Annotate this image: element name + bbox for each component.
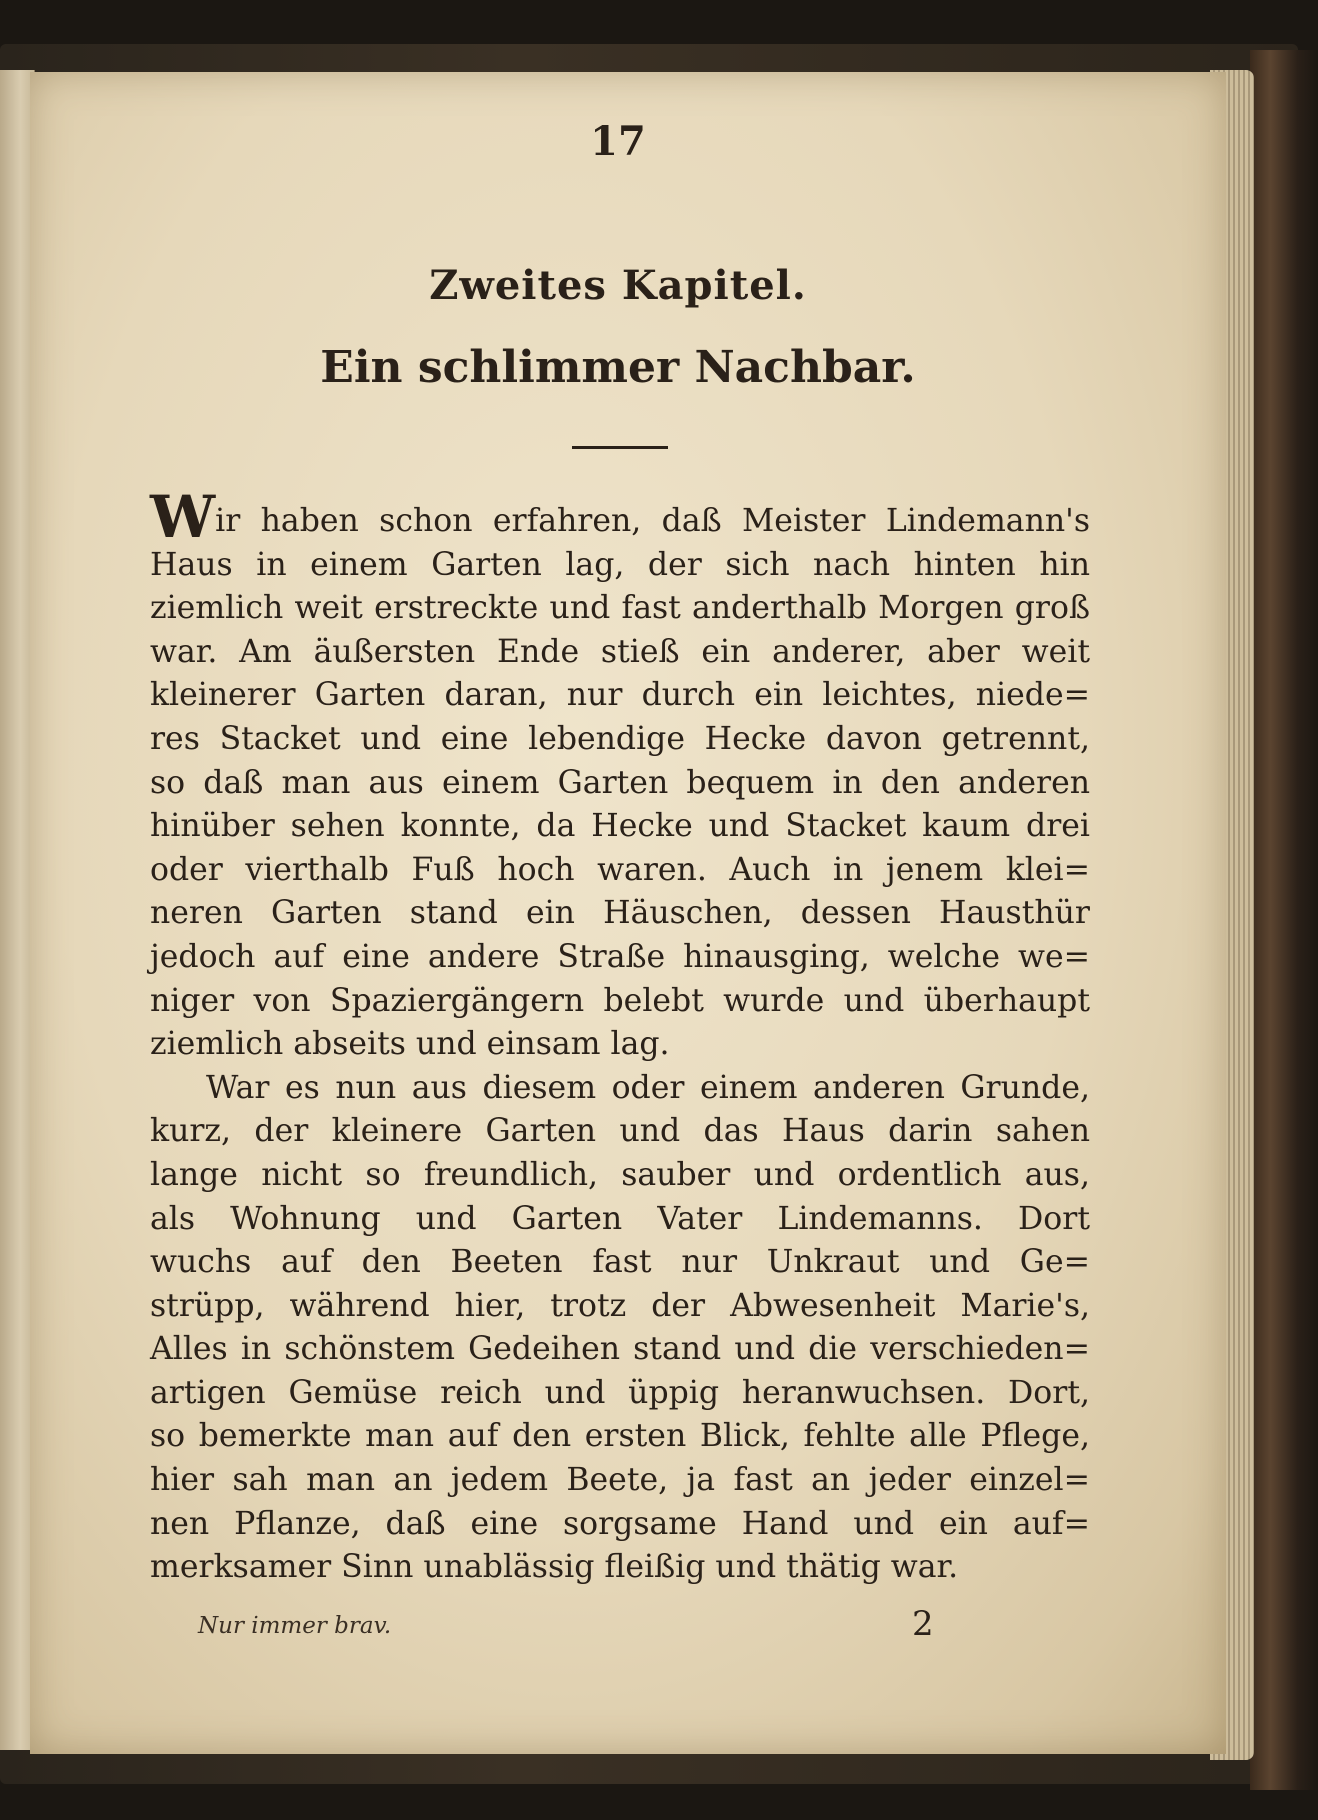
text-line: strüpp, während hier, trotz der Abwesenheit Marie's, [150,1287,1090,1324]
text-line: hier sah man an jedem Beete, ja fast an jeder einzel= [150,1462,1090,1499]
text-line: Alles in schönstem Gedeihen stand und die verschieden= [150,1331,1090,1368]
footer-signature: Nur immer brav. [198,1613,392,1639]
text-line: wuchs auf den Beeten fast nur Unkraut und Ge= [150,1244,1090,1281]
text-line: so bemerkte man auf den ersten Blick, fehlte alle Pflege, [150,1418,1090,1455]
text-line: ziemlich abseits und einsam lag. [150,1026,670,1063]
text-line: artigen Gemüse reich und üppig heranwuchsen. Dort, [150,1374,1090,1411]
footer-sheet-number: 2 [912,1604,934,1644]
text-line: so daß man aus einem Garten bequem in den anderen [150,764,1090,801]
text-line: oder vierthalb Fuß hoch waren. Auch in jenem klei= [150,851,1090,888]
text-line: Wir haben schon erfahren, daß Meister Lindemann's [150,483,1090,551]
text-line: jedoch auf eine andere Straße hinausging, welche we= [150,938,1090,975]
text-line: kurz, der kleinere Garten und das Haus darin sahen [150,1113,1090,1150]
chapter-subtitle: Ein schlimmer Nachbar. [320,342,916,393]
text-line: hinüber sehen konnte, da Hecke und Stacket kaum drei [150,808,1090,845]
text-line: Haus in einem Garten lag, der sich nach hinten hin [150,546,1090,583]
drop-cap: W [150,483,216,551]
text-line: als Wohnung und Garten Vater Lindemanns. Dort [150,1200,1090,1237]
book-spine [1250,50,1318,1790]
text-line: War es nun aus diesem oder einem anderen Grunde, [206,1069,1090,1106]
text-line: ziemlich weit erstreckte und fast anderthalb Morgen groß [150,590,1090,627]
text-line: war. Am äußersten Ende stieß ein anderer, aber weit [150,633,1090,670]
text-line: niger von Spaziergängern belebt wurde und überhaupt [150,982,1090,1019]
text-line: lange nicht so freundlich, sauber und ordentlich aus, [150,1156,1090,1193]
text-line: nen Pflanze, daß eine sorgsame Hand und ein auf= [150,1505,1090,1542]
text-line: kleinerer Garten daran, nur durch ein leichtes, niede= [150,677,1090,714]
body-text [150,483,1090,1590]
page-number: 17 [590,118,646,165]
text-line: res Stacket und eine lebendige Hecke davon getrennt, [150,720,1090,757]
text-line: neren Garten stand ein Häuschen, dessen Hausthür [150,895,1090,932]
title-divider [572,446,668,449]
text-line: merksamer Sinn unablässig fleißig und thätig war. [150,1549,959,1586]
chapter-title: Zweites Kapitel. [429,262,807,309]
